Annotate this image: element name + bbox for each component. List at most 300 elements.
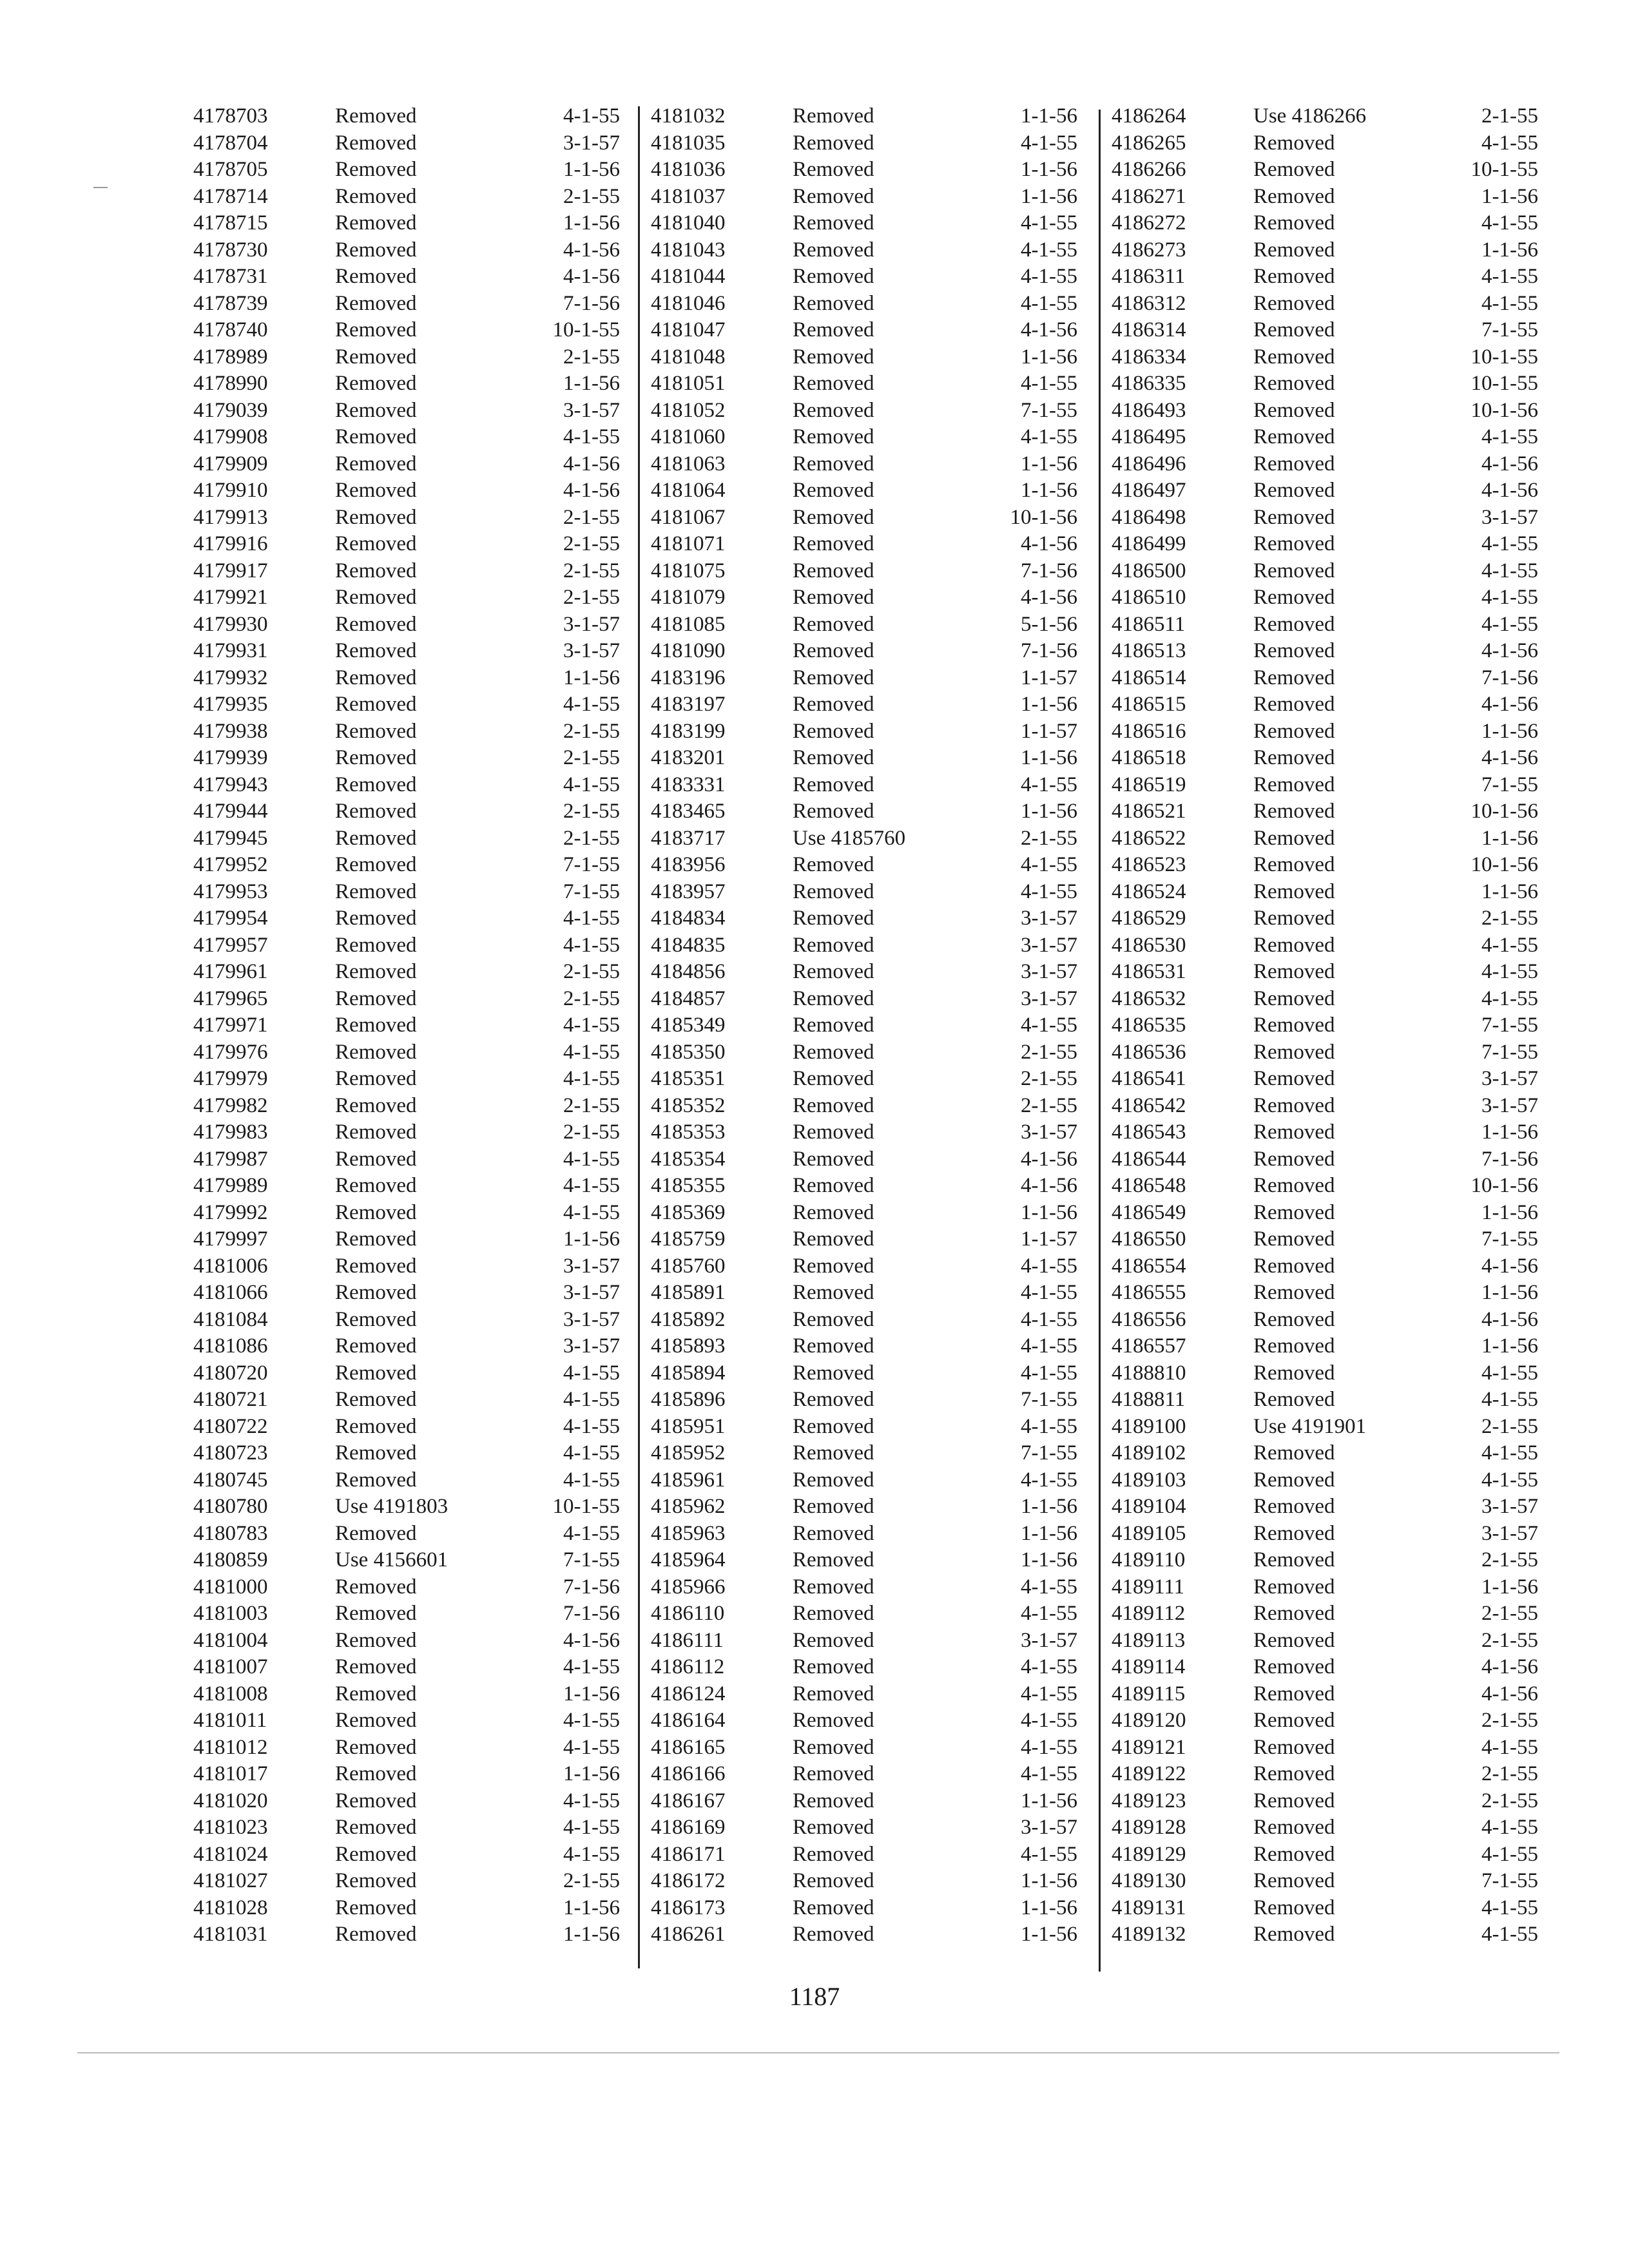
effective-date: 4-1-56 [563, 265, 620, 288]
part-number: 4179979 [193, 1067, 268, 1090]
status: Removed [793, 1923, 874, 1946]
effective-date: 4-1-55 [1481, 586, 1538, 609]
effective-date: 4-1-55 [1021, 1414, 1077, 1438]
part-number: 4186166 [651, 1762, 726, 1785]
status: Removed [335, 1174, 417, 1197]
part-number: 4178730 [193, 238, 268, 262]
part-number: 4181008 [193, 1682, 268, 1706]
effective-date: 4-1-56 [1481, 693, 1538, 716]
effective-date: 4-1-55 [1021, 1254, 1077, 1278]
table-row [187, 451, 651, 478]
effective-date: 4-1-55 [563, 907, 620, 930]
effective-date: 10-1-56 [1010, 505, 1077, 529]
effective-date: 4-1-55 [1021, 131, 1077, 155]
effective-date: 4-1-55 [1481, 1468, 1538, 1492]
effective-date: 4-1-55 [1481, 532, 1538, 555]
effective-date: 3-1-57 [563, 639, 620, 662]
table-row [644, 264, 1108, 291]
status: Removed [793, 184, 874, 208]
table-row [187, 1307, 651, 1334]
part-number: 4186164 [651, 1709, 726, 1732]
effective-date: 2-1-55 [563, 345, 620, 369]
effective-date: 1-1-56 [563, 666, 620, 689]
table-row [1105, 505, 1569, 532]
status: Removed [335, 639, 417, 662]
status: Removed [793, 131, 874, 155]
effective-date: 10-1-56 [1470, 800, 1538, 823]
table-row [644, 986, 1108, 1013]
table-row [1105, 1414, 1569, 1441]
part-number: 4179930 [193, 612, 268, 636]
effective-date: 4-1-55 [1021, 1361, 1077, 1385]
status: Removed [1253, 372, 1335, 395]
status: Removed [1253, 452, 1335, 476]
status: Removed [335, 425, 417, 448]
table-row [187, 1146, 651, 1173]
status: Removed [793, 238, 874, 262]
part-number: 4185952 [651, 1441, 726, 1465]
table-row [1105, 1280, 1569, 1307]
effective-date: 4-1-55 [563, 104, 620, 128]
table-row [644, 1440, 1108, 1467]
table-row [1105, 1735, 1569, 1762]
table-row [187, 1895, 651, 1922]
effective-date: 1-1-56 [563, 1762, 620, 1785]
part-number: 4179987 [193, 1147, 268, 1171]
table-row [644, 798, 1108, 825]
part-number: 4179983 [193, 1120, 268, 1144]
status: Removed [1253, 1093, 1335, 1117]
table-row [187, 665, 651, 692]
part-number: 4179917 [193, 559, 268, 582]
table-row [1105, 424, 1569, 451]
status: Removed [335, 1735, 417, 1759]
status: Removed [1253, 479, 1335, 502]
table-row [187, 905, 651, 932]
effective-date: 1-1-56 [1021, 1789, 1077, 1812]
part-number: 4189130 [1112, 1869, 1186, 1892]
margin-mark [93, 187, 108, 188]
effective-date: 4-1-55 [563, 1521, 620, 1545]
effective-date: 3-1-57 [1481, 1495, 1538, 1518]
status: Removed [1253, 1896, 1335, 1919]
effective-date: 2-1-55 [563, 586, 620, 609]
part-number: 4186554 [1112, 1254, 1186, 1278]
part-number: 4183196 [651, 666, 726, 689]
effective-date: 1-1-57 [1021, 666, 1077, 689]
part-number: 4185966 [651, 1575, 726, 1599]
effective-date: 4-1-55 [1021, 1575, 1077, 1599]
part-number: 4186519 [1112, 773, 1186, 796]
table-row [644, 291, 1108, 318]
effective-date: 2-1-55 [563, 826, 620, 850]
status: Removed [335, 532, 417, 555]
effective-date: 4-1-55 [1021, 1709, 1077, 1732]
part-number: 4178705 [193, 158, 268, 181]
table-row [1105, 1895, 1569, 1922]
table-row [644, 103, 1108, 130]
status: Removed [335, 1869, 417, 1892]
table-row [644, 398, 1108, 425]
table-row [1105, 344, 1569, 371]
part-number: 4186550 [1112, 1227, 1186, 1251]
status: Removed [335, 1682, 417, 1706]
part-number: 4181024 [193, 1842, 268, 1866]
part-number: 4186510 [1112, 586, 1186, 609]
part-number: 4180720 [193, 1361, 268, 1385]
part-number: 4181090 [651, 639, 726, 662]
effective-date: 1-1-57 [1021, 1227, 1077, 1251]
part-number: 4179943 [193, 773, 268, 796]
table-row [644, 959, 1108, 986]
table-row [644, 879, 1108, 906]
effective-date: 3-1-57 [563, 1334, 620, 1358]
table-row [644, 1654, 1108, 1681]
effective-date: 1-1-56 [1021, 345, 1077, 369]
part-number: 4186516 [1112, 719, 1186, 743]
part-number: 4186515 [1112, 693, 1186, 716]
effective-date: 7-1-55 [1021, 1441, 1077, 1465]
part-number: 4179976 [193, 1040, 268, 1064]
part-number: 4181084 [193, 1307, 268, 1331]
status: Removed [335, 238, 417, 262]
status: Removed [793, 1040, 874, 1064]
status: Removed [335, 345, 417, 369]
status: Removed [1253, 1281, 1335, 1304]
status: Removed [793, 1521, 874, 1545]
part-number: 4186266 [1112, 158, 1186, 181]
effective-date: 2-1-55 [563, 1120, 620, 1144]
part-number: 4185350 [651, 1040, 726, 1064]
table-row [187, 1440, 651, 1467]
status: Removed [335, 1040, 417, 1064]
part-number: 4186124 [651, 1682, 726, 1706]
table-row [187, 505, 651, 532]
part-number: 4179965 [193, 986, 268, 1010]
effective-date: 1-1-56 [1481, 1575, 1538, 1599]
part-number: 4186334 [1112, 345, 1186, 369]
part-number: 4189132 [1112, 1923, 1186, 1946]
part-number: 4185893 [651, 1334, 726, 1358]
status: Removed [335, 586, 417, 609]
effective-date: 2-1-55 [1481, 1548, 1538, 1571]
table-row [187, 1093, 651, 1120]
status: Removed [793, 1789, 874, 1812]
part-number: 4186172 [651, 1869, 726, 1892]
part-number: 4185352 [651, 1093, 726, 1117]
table-row [187, 718, 651, 745]
status: Use 4191901 [1253, 1414, 1367, 1438]
table-row [187, 1814, 651, 1841]
part-number: 4178731 [193, 265, 268, 288]
status: Removed [793, 372, 874, 395]
part-number: 4181040 [651, 211, 726, 235]
table-row [187, 879, 651, 906]
status: Removed [1253, 425, 1335, 448]
part-number: 4186112 [651, 1655, 725, 1678]
status: Removed [793, 933, 874, 957]
effective-date: 7-1-55 [1021, 1388, 1077, 1411]
status: Removed [793, 1628, 874, 1652]
effective-date: 4-1-55 [563, 1468, 620, 1492]
table-row [1105, 1093, 1569, 1120]
status: Removed [1253, 1361, 1335, 1385]
part-number: 4186530 [1112, 933, 1186, 957]
table-row [187, 237, 651, 264]
status: Removed [793, 1174, 874, 1197]
table-row [644, 1600, 1108, 1628]
status: Removed [1253, 1495, 1335, 1518]
effective-date: 4-1-55 [1481, 1816, 1538, 1839]
part-number: 4189102 [1112, 1441, 1186, 1465]
effective-date: 4-1-55 [563, 1816, 620, 1839]
table-row [1105, 291, 1569, 318]
page-number: 1187 [789, 1982, 840, 2011]
part-number: 4179938 [193, 719, 268, 743]
effective-date: 1-1-56 [1481, 1281, 1538, 1304]
effective-date: 1-1-56 [1021, 1495, 1077, 1518]
status: Removed [335, 131, 417, 155]
table-row [1105, 611, 1569, 639]
status: Removed [335, 1468, 417, 1492]
table-row [644, 157, 1108, 184]
part-number: 4181071 [651, 532, 726, 555]
effective-date: 4-1-56 [1481, 479, 1538, 502]
table-row [1105, 1387, 1569, 1414]
table-row [644, 1814, 1108, 1841]
status: Removed [1253, 1014, 1335, 1037]
part-number: 4181079 [651, 586, 726, 609]
status: Removed [793, 1842, 874, 1866]
status: Removed [1253, 345, 1335, 369]
part-number: 4186511 [1112, 612, 1186, 636]
effective-date: 4-1-55 [1481, 612, 1538, 636]
part-number: 4186529 [1112, 907, 1186, 930]
effective-date: 1-1-56 [563, 1682, 620, 1706]
status: Removed [793, 1254, 874, 1278]
effective-date: 3-1-57 [1481, 1521, 1538, 1545]
table-row [1105, 1307, 1569, 1334]
table-row [1105, 1868, 1569, 1895]
effective-date: 10-1-55 [1470, 345, 1538, 369]
part-number: 4181086 [193, 1334, 268, 1358]
part-number: 4180783 [193, 1521, 268, 1545]
status: Removed [1253, 986, 1335, 1010]
effective-date: 1-1-56 [563, 1923, 620, 1946]
part-number: 4179910 [193, 479, 268, 502]
part-number: 4179952 [193, 853, 268, 876]
status: Removed [793, 853, 874, 876]
status: Removed [335, 158, 417, 181]
table-row [1105, 130, 1569, 157]
effective-date: 4-1-55 [1021, 372, 1077, 395]
effective-date: 10-1-55 [1470, 372, 1538, 395]
effective-date: 2-1-55 [1481, 1628, 1538, 1652]
table-row [187, 1600, 651, 1628]
status: Removed [793, 1120, 874, 1144]
table-row [1105, 184, 1569, 211]
table-row [644, 1360, 1108, 1387]
effective-date: 4-1-55 [1481, 425, 1538, 448]
status: Removed [1253, 1307, 1335, 1331]
status: Removed [1253, 666, 1335, 689]
effective-date: 1-1-56 [1481, 1120, 1538, 1144]
status: Removed [335, 372, 417, 395]
effective-date: 10-1-55 [1470, 158, 1538, 181]
table-row [187, 1360, 651, 1387]
part-number: 4186171 [651, 1842, 726, 1866]
effective-date: 4-1-55 [1021, 238, 1077, 262]
part-number: 4179921 [193, 586, 268, 609]
table-row [1105, 398, 1569, 425]
part-number: 4186169 [651, 1816, 726, 1839]
status: Removed [1253, 1655, 1335, 1678]
status: Removed [1253, 1521, 1335, 1545]
part-number: 4180745 [193, 1468, 268, 1492]
status: Removed [793, 639, 874, 662]
effective-date: 4-1-55 [1021, 211, 1077, 235]
status: Removed [335, 746, 417, 769]
part-number: 4185963 [651, 1521, 726, 1545]
status: Removed [1253, 1200, 1335, 1224]
part-number: 4186167 [651, 1789, 726, 1812]
table-row [1105, 237, 1569, 264]
effective-date: 4-1-55 [563, 1040, 620, 1064]
effective-date: 4-1-55 [1021, 1468, 1077, 1492]
status: Removed [335, 1067, 417, 1090]
table-row [644, 1066, 1108, 1093]
table-row [644, 584, 1108, 611]
table-row [187, 1467, 651, 1494]
table-row [644, 237, 1108, 264]
status: Removed [335, 1281, 417, 1304]
column-divider [1099, 110, 1101, 1972]
part-number: 4179909 [193, 452, 268, 476]
effective-date: 3-1-57 [1481, 1067, 1538, 1090]
effective-date: 4-1-56 [563, 1628, 620, 1652]
table-row [1105, 691, 1569, 718]
effective-date: 2-1-55 [563, 986, 620, 1010]
status: Removed [793, 1414, 874, 1438]
table-row [1105, 1547, 1569, 1574]
status: Removed [1253, 933, 1335, 957]
status: Removed [1253, 1869, 1335, 1892]
table-row [644, 1307, 1108, 1334]
status: Removed [335, 291, 417, 315]
part-number: 4181028 [193, 1896, 268, 1919]
effective-date: 4-1-55 [563, 1441, 620, 1465]
table-row [187, 1788, 651, 1815]
status: Removed [793, 1014, 874, 1037]
status: Removed [793, 719, 874, 743]
effective-date: 1-1-56 [1021, 1869, 1077, 1892]
part-number: 4178740 [193, 318, 268, 341]
effective-date: 4-1-55 [1481, 559, 1538, 582]
part-number: 4180722 [193, 1414, 268, 1438]
table-row [1105, 718, 1569, 745]
part-number: 4181075 [651, 559, 726, 582]
table-row [644, 611, 1108, 639]
effective-date: 3-1-57 [1021, 986, 1077, 1010]
part-number: 4181037 [651, 184, 726, 208]
effective-date: 7-1-56 [563, 1575, 620, 1599]
status: Removed [1253, 612, 1335, 636]
part-number: 4185894 [651, 1361, 726, 1385]
status: Removed [793, 746, 874, 769]
status: Removed [1253, 1067, 1335, 1090]
table-row [644, 665, 1108, 692]
part-number: 4184856 [651, 960, 726, 983]
table-row [187, 1333, 651, 1360]
table-row [187, 1547, 651, 1574]
status: Removed [1253, 1174, 1335, 1197]
part-number: 4181020 [193, 1789, 268, 1812]
effective-date: 4-1-55 [1021, 1655, 1077, 1678]
table-row [1105, 1814, 1569, 1841]
status: Removed [335, 826, 417, 850]
status: Removed [793, 265, 874, 288]
table-row [1105, 1440, 1569, 1467]
table-row [187, 1119, 651, 1146]
status: Removed [335, 1655, 417, 1678]
effective-date: 4-1-55 [1481, 933, 1538, 957]
part-number: 4186272 [1112, 211, 1186, 235]
status: Removed [793, 1361, 874, 1385]
status: Removed [335, 1388, 417, 1411]
status: Removed [335, 800, 417, 823]
effective-date: 3-1-57 [1481, 505, 1538, 529]
status: Removed [335, 1602, 417, 1625]
part-number: 4186513 [1112, 639, 1186, 662]
status: Removed [1253, 1575, 1335, 1599]
effective-date: 7-1-55 [1021, 398, 1077, 422]
table-row [187, 1735, 651, 1762]
part-number: 4181031 [193, 1923, 268, 1946]
effective-date: 3-1-57 [563, 612, 620, 636]
table-row [1105, 932, 1569, 959]
effective-date: 2-1-55 [563, 800, 620, 823]
part-number: 4184857 [651, 986, 726, 1010]
effective-date: 4-1-55 [563, 1414, 620, 1438]
part-number: 4189103 [1112, 1468, 1186, 1492]
table-row [1105, 1654, 1569, 1681]
status: Removed [335, 184, 417, 208]
part-number: 4185964 [651, 1548, 726, 1571]
table-row [187, 1414, 651, 1441]
part-number: 4180780 [193, 1495, 268, 1518]
effective-date: 4-1-55 [1021, 291, 1077, 315]
status: Removed [1253, 505, 1335, 529]
column-3 [1105, 103, 1569, 1948]
status: Removed [1253, 265, 1335, 288]
part-number: 4189128 [1112, 1816, 1186, 1839]
effective-date: 4-1-56 [1481, 1254, 1538, 1278]
effective-date: 1-1-56 [1021, 158, 1077, 181]
table-row [644, 344, 1108, 371]
status: Removed [793, 1655, 874, 1678]
part-number: 4179989 [193, 1174, 268, 1197]
effective-date: 2-1-55 [1481, 1602, 1538, 1625]
effective-date: 7-1-56 [1481, 666, 1538, 689]
table-row [644, 1280, 1108, 1307]
table-row [187, 531, 651, 558]
table-row [187, 691, 651, 718]
table-row [644, 1494, 1108, 1521]
status: Removed [1253, 719, 1335, 743]
table-row [644, 451, 1108, 478]
status: Removed [793, 559, 874, 582]
table-row [187, 852, 651, 879]
